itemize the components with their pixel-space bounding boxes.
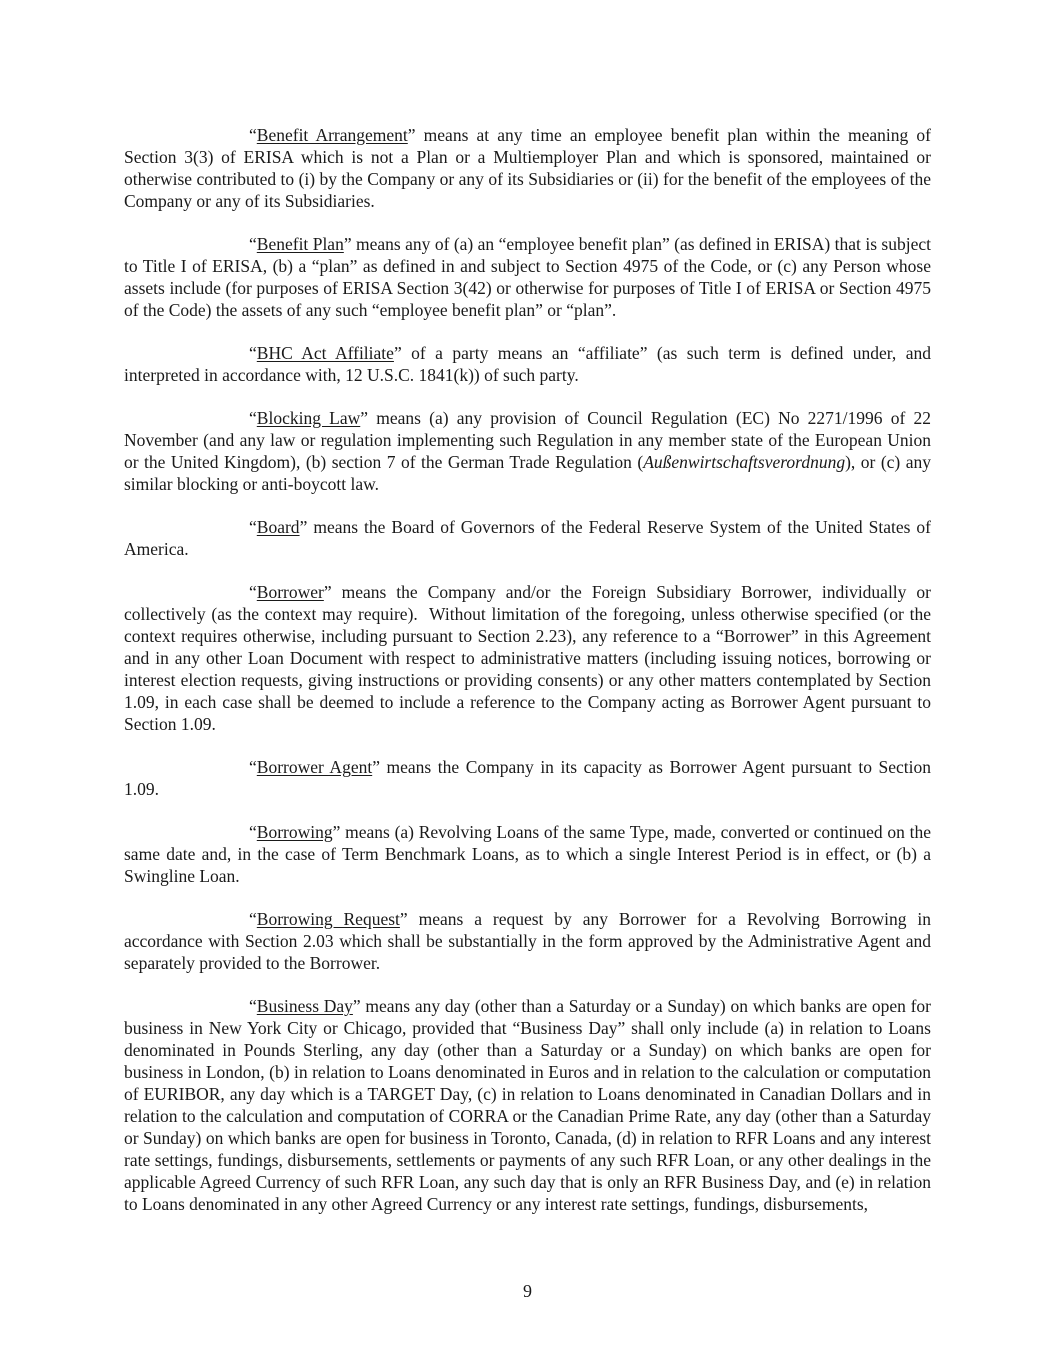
definition-paragraph-business-day [124,995,931,1215]
defined-term: Borrower Agent [256,757,373,777]
page-number: 9 [523,1281,532,1301]
defined-term: Business Day [256,996,353,1016]
defined-term: BHC Act Affiliate [256,343,394,363]
definition-text: “ [249,822,257,842]
definition-paragraph-benefit-arrangement [124,124,931,212]
definition-text: ), or (c) any similar blocking or anti-boycott law. [124,452,931,494]
defined-term: Blocking Law [256,408,361,428]
definition-paragraph-borrowing-request [124,908,931,974]
definition-text: ” means the Company and/or the Foreign Subsidiary Borrower, individually or collectively (as the context may require). Without limitation of the foregoing, unless otherwise specified (or the context requires otherwise, including pursuant to Section 2.23), any reference to a “Borrower” in this Agreement and in any other Loan Document with respect to administrative matters (including issuing notices, borrowing or interest election requests, giving instructions or providing consents) or any other matters contemplated by Section 1.09, in each case shall be deemed to include a reference to the Company acting as Borrower Agent pursuant to Section 1.09. [124,582,931,734]
definition-text: ” means the Company in its capacity as Borrower Agent pursuant to Section 1.09. [124,757,931,799]
definition-text: “ [249,582,257,602]
definition-text: ” means at any time an employee benefit plan within the meaning of Section 3(3) of ERISA which is not a Plan or a Multiemployer Plan and which is sponsored, maintained or otherwise contributed to (i) by the Company or any of its Subsidiaries or (ii) for the benefit of the employees of the Company or any of its Subsidiaries. [124,125,931,211]
definition-text: “ [249,996,257,1016]
definition-text: “ [249,343,257,363]
definition-paragraph-benefit-plan [124,233,931,321]
italic-text: Außenwirtschaftsverordnung [643,452,846,472]
defined-term: Borrower [256,582,324,602]
definition-text: ” means (a) any provision of Council Regulation (EC) No 2271/1996 of 22 November (and any law or regulation implementing such Regulation in any member state of the European Union or the United Kingdom), (b) section 7 of the German Trade Regulation ( [124,408,932,472]
definition-text: ” means any of (a) an “employee benefit plan” (as defined in ERISA) that is subject to Title I of ERISA, (b) a “plan” as defined in and subject to Section 4975 of the Code, or (c) any Person whose assets include (for purposes of ERISA Section 3(42) or otherwise for purposes of Title I of ERISA or Section 4975 of the Code) the assets of any such “employee benefit plan” or “plan”. [124,234,931,320]
definition-paragraph-blocking-law [124,407,931,495]
definition-paragraph-bhc-act-affiliate [124,342,931,386]
definition-text: ” means the Board of Governors of the Federal Reserve System of the United States of America. [124,517,931,559]
definition-text: “ [249,757,257,777]
definition-text: ” means any day (other than a Saturday or a Sunday) on which banks are open for business in New York City or Chicago, provided that “Business Day” shall only include (a) in relation to Loans denominated in Pounds Sterling, any day (other than a Saturday or a Sunday) on which banks are open for business in London, (b) in relation to Loans denominated in Euros and in relation to the calculation or computation of EURIBOR, any day which is a TARGET Day, (c) in relation to Loans denominated in Canadian Dollars and in relation to the calculation and computation of CORRA or the Canadian Prime Rate, any day (other than a Saturday or Sunday) on which banks are open for business in Toronto, Canada, (d) in relation to RFR Loans and any interest rate settings, fundings, disbursements, settlements or payments of any such RFR Loan, or any other dealings in the applicable Agreed Currency of such RFR Loan, any such day that is only an RFR Business Day, and (e) in relation to Loans denominated in any other Agreed Currency or any interest rate settings, fundings, disbursements, [124,996,932,1214]
definition-paragraph-borrower-agent [124,756,931,800]
defined-term: Borrowing [256,822,333,842]
definition-text: ” of a party means an “affiliate” (as such term is defined under, and interpreted in accordance with, 12 U.S.C. 1841(k)) of such party. [124,343,932,385]
definition-text: “ [249,234,257,254]
defined-term: Benefit Arrangement [256,125,408,145]
definition-text: “ [249,909,257,929]
definition-text: “ [249,517,257,537]
defined-term: Borrowing Request [256,909,400,929]
defined-term: Benefit Plan [256,234,344,254]
definition-paragraph-borrowing [124,821,931,887]
defined-term: Board [256,517,300,537]
definition-text: ” means a request by any Borrower for a Revolving Borrowing in accordance with Section 2.03 which shall be substantially in the form approved by the Administrative Agent and separately provided to the Borrower. [124,909,931,973]
definition-paragraph-board [124,516,931,560]
definitions-list [124,124,931,1215]
definition-text: ” means (a) Revolving Loans of the same Type, made, converted or continued on the same date and, in the case of Term Benchmark Loans, as to which a single Interest Period is in effect, or (b) a Swingline Loan. [124,822,931,886]
definition-paragraph-borrower [124,581,931,735]
definition-text: “ [249,125,257,145]
definition-text: “ [249,408,257,428]
